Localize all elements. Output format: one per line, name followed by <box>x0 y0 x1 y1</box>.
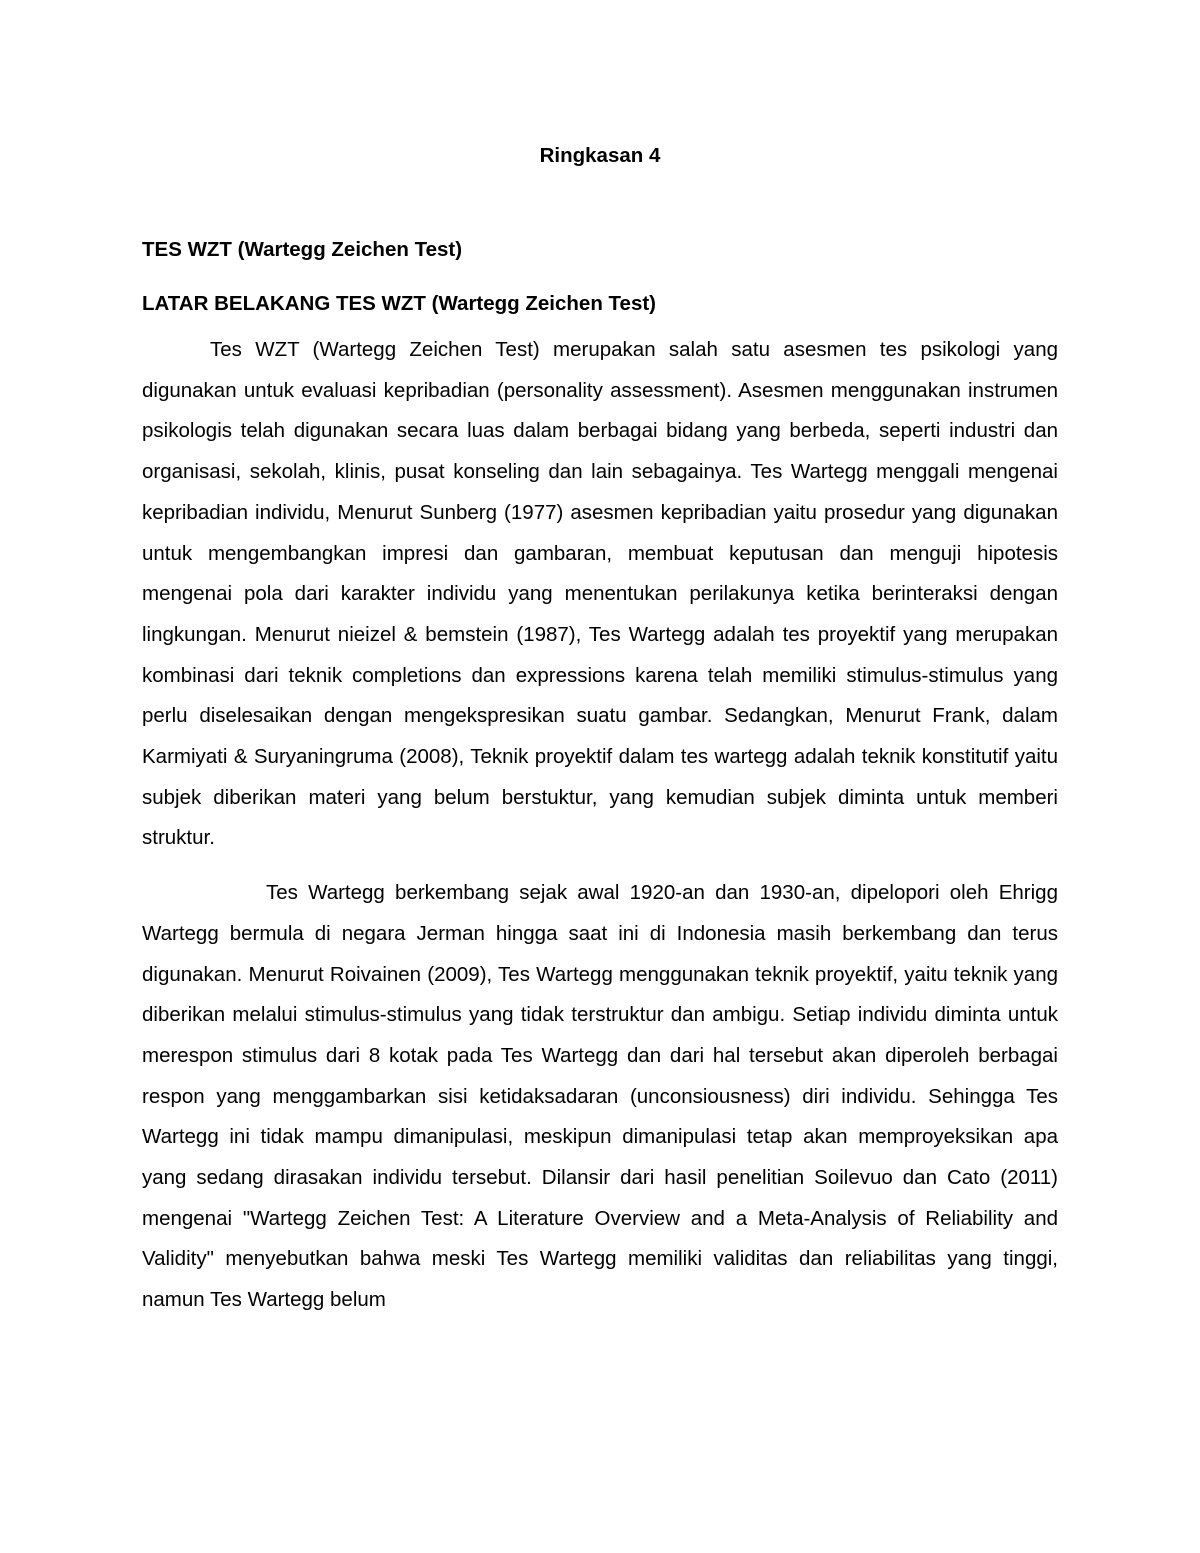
document-body <box>142 138 1058 1321</box>
document-title: Ringkasan 4 <box>539 144 661 167</box>
subsection-heading: LATAR BELAKANG TES WZT (Wartegg Zeichen Test) <box>142 292 657 315</box>
paragraph: Tes Wartegg berkembang sejak awal 1920-an dan 1930-an, dipelopori oleh Ehrigg Wartegg bermula di negara Jerman hingga saat ini di Indonesia masih berkembang dan terus digunakan. Menurut Roivainen (2009), Tes Wartegg menggunakan teknik proyektif, yaitu teknik yang diberikan melalui stimulus-stimulus yang tidak terstruktur dan ambigu. Setiap individu diminta untuk merespon stimulus dari 8 kotak pada Tes Wartegg dan dari hal tersebut akan diperoleh berbagai respon yang menggambarkan sisi ketidaksadaran (unconsiousness) diri individu. Sehingga Tes Wartegg ini tidak mampu dimanipulasi, meskipun dimanipulasi tetap akan memproyeksikan apa yang sedang dirasakan individu tersebut. Dilansir dari hasil penelitian Soilevuo dan Cato (2011) mengenai "Wartegg Zeichen Test: A Literature Overview and a Meta-Analysis of Reliability and Validity" menyebutkan bahwa meski Tes Wartegg memiliki validitas dan reliabilitas yang tinggi, namun Tes Wartegg belum <box>142 881 1058 1312</box>
paragraph: Tes WZT (Wartegg Zeichen Test) merupakan salah satu asesmen tes psikologi yang digunakan untuk evaluasi kepribadian (personality assessment). Asesmen menggunakan instrumen psikologis telah digunakan secara luas dalam berbagai bidang yang berbeda, seperti industri dan organisasi, sekolah, klinis, pusat konseling dan lain sebagainya. Tes Wartegg menggali mengenai kepribadian individu, Menurut Sunberg (1977) asesmen kepribadian yaitu prosedur yang digunakan untuk mengembangkan impresi dan gambaran, membuat keputusan dan menguji hipotesis mengenai pola dari karakter individu yang menentukan perilakunya ketika berinteraksi dengan lingkungan. Menurut nieizel & bemstein (1987), Tes Wartegg adalah tes proyektif yang merupakan kombinasi dari teknik completions dan expressions karena telah memiliki stimulus-stimulus yang perlu diselesaikan dengan mengekspresikan suatu gambar. Sedangkan, Menurut Frank, dalam Karmiyati & Suryaningruma (2008), Teknik proyektif dalam tes wartegg adalah teknik konstitutif yaitu subjek diberikan materi yang belum berstuktur, yang kemudian subjek diminta untuk memberi struktur. <box>142 338 1058 850</box>
section-heading: TES WZT (Wartegg Zeichen Test) <box>142 238 463 261</box>
